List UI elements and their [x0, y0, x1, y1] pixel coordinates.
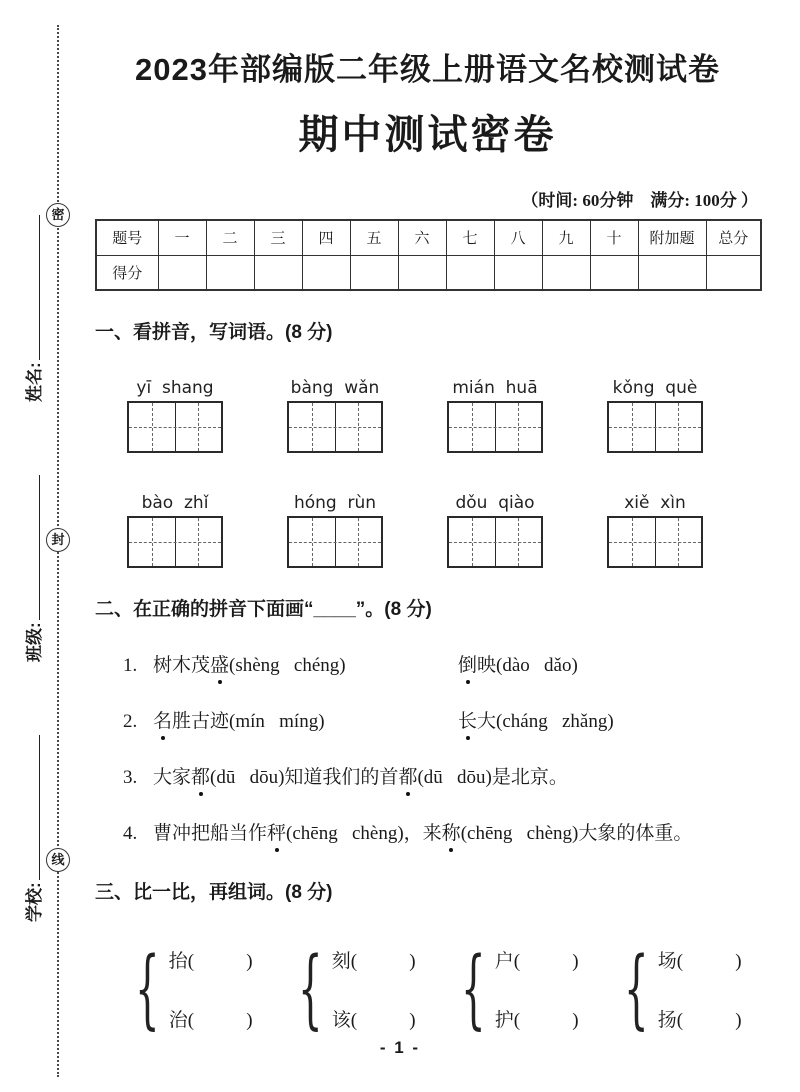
pinyin-label: kǒng què [612, 378, 698, 398]
writing-grid [287, 516, 383, 568]
pinyin-label: hóng rùn [293, 493, 377, 513]
brace-icon: { [624, 939, 649, 1039]
compare-char: 治 [168, 1010, 188, 1031]
score-col-2: 二 [206, 220, 254, 255]
brace-icon: { [461, 939, 486, 1039]
pinyin-label: bào zhǐ [141, 493, 209, 513]
pinyin-label: xiě xìn [624, 493, 686, 513]
item-number: 4. [123, 823, 138, 844]
word-item [607, 493, 703, 568]
score-cell [158, 255, 206, 290]
word-row-2 [127, 493, 760, 568]
answer-blank: ( ) [187, 1010, 253, 1031]
s2-item-2 [123, 706, 760, 733]
answer-blank: ( ) [676, 1010, 742, 1031]
answer-blank: ( ) [350, 1010, 416, 1031]
pinyin-label: mián huā [452, 378, 538, 398]
name-field-blank [23, 215, 40, 360]
writing-grid [447, 516, 543, 568]
writing-grid [607, 516, 703, 568]
compare-char: 护 [494, 1010, 514, 1031]
compare-char: 场 [657, 951, 677, 972]
writing-grid [127, 401, 223, 453]
word-item [447, 493, 543, 568]
score-col-7: 七 [446, 220, 494, 255]
item-number: 1. [123, 655, 138, 676]
compare-group-4 [609, 939, 742, 1039]
name-field [20, 215, 45, 402]
pinyin-label: dǒu qiào [455, 493, 535, 513]
compare-words-row [120, 939, 760, 1039]
score-cell [350, 255, 398, 290]
compare-char: 刻 [331, 951, 351, 972]
score-col-1: 一 [158, 220, 206, 255]
answer-blank: ( ) [350, 951, 416, 972]
score-col-total: 总分 [706, 220, 761, 255]
word-item [127, 493, 223, 568]
word-item [287, 493, 383, 568]
writing-grid [287, 401, 383, 453]
item-text: 大家都(dū dōu)知道我们的首都(dū dōu)是北京。 [153, 767, 568, 788]
word-item [607, 378, 703, 453]
score-table-header-label: 题号 [96, 220, 158, 255]
item-text: 名胜古迹(mín míng) 长大(cháng zhǎng) [153, 711, 614, 732]
writing-grid [447, 401, 543, 453]
score-cell [446, 255, 494, 290]
pinyin-label: yī shang [136, 378, 214, 398]
item-text: 曹冲把船当作秤(chēng chèng)，来称(chēng chèng)大象的体重。 [153, 823, 692, 844]
time-score-note: （时间: 60分钟 满分: 100分 ） [521, 191, 758, 210]
paper-title: 2023年部编版二年级上册语文名校测试卷 [135, 52, 720, 87]
name-field-label: 姓名: [25, 362, 44, 402]
score-cell [206, 255, 254, 290]
item-number: 3. [123, 767, 138, 788]
score-table-score-row [96, 255, 761, 290]
score-cell [706, 255, 761, 290]
score-cell [254, 255, 302, 290]
score-cell [590, 255, 638, 290]
seal-char-xian: 线 [46, 848, 70, 872]
compare-char: 户 [494, 951, 514, 972]
writing-grid [127, 516, 223, 568]
score-col-9: 九 [542, 220, 590, 255]
score-cell [302, 255, 350, 290]
s2-item-3 [123, 762, 760, 789]
score-row-label: 得分 [96, 255, 158, 290]
school-field-blank [23, 735, 40, 880]
score-table [95, 219, 762, 291]
score-col-10: 十 [590, 220, 638, 255]
score-col-8: 八 [494, 220, 542, 255]
class-field-blank [23, 475, 40, 620]
score-cell [398, 255, 446, 290]
compare-char: 该 [331, 1010, 351, 1031]
item-number: 2. [123, 711, 138, 732]
seal-char-mi: 密 [46, 203, 70, 227]
section1-title: 一、看拼音，写词语。(8 分) [95, 322, 333, 343]
item-text: 树木茂盛(shèng chéng) 倒映(dào dǎo) [153, 655, 578, 676]
school-field [20, 735, 45, 922]
compare-group-2 [283, 939, 416, 1039]
writing-grid [607, 401, 703, 453]
brace-icon: { [298, 939, 323, 1039]
answer-blank: ( ) [187, 951, 253, 972]
score-col-5: 五 [350, 220, 398, 255]
page-number: - 1 - [379, 1038, 421, 1057]
s2-item-1 [123, 650, 760, 677]
word-item [287, 378, 383, 453]
s2-item-4 [123, 818, 760, 845]
answer-blank: ( ) [676, 951, 742, 972]
seal-char-feng: 封 [46, 528, 70, 552]
word-row-1 [127, 378, 760, 453]
answer-blank: ( ) [513, 1010, 579, 1031]
paper-content [95, 0, 760, 1039]
score-table-header-row [96, 220, 761, 255]
score-cell [638, 255, 706, 290]
answer-blank: ( ) [513, 951, 579, 972]
section3-title: 三、比一比，再组词。(8 分) [95, 882, 333, 903]
compare-group-1 [120, 939, 253, 1039]
compare-char: 扬 [657, 1010, 677, 1031]
score-col-3: 三 [254, 220, 302, 255]
word-item [127, 378, 223, 453]
school-field-label: 学校: [25, 882, 44, 922]
pinyin-label: bàng wǎn [290, 378, 380, 398]
score-cell [542, 255, 590, 290]
score-col-extra: 附加题 [638, 220, 706, 255]
class-field [20, 475, 45, 662]
word-item [447, 378, 543, 453]
paper-subtitle: 期中测试密卷 [298, 113, 557, 157]
score-col-6: 六 [398, 220, 446, 255]
compare-group-3 [446, 939, 579, 1039]
section2-title: 二、在正确的拼音下面画“____”。(8 分) [95, 599, 432, 620]
brace-icon: { [135, 939, 160, 1039]
compare-char: 抬 [168, 951, 188, 972]
score-col-4: 四 [302, 220, 350, 255]
score-cell [494, 255, 542, 290]
class-field-label: 班级: [25, 622, 44, 662]
